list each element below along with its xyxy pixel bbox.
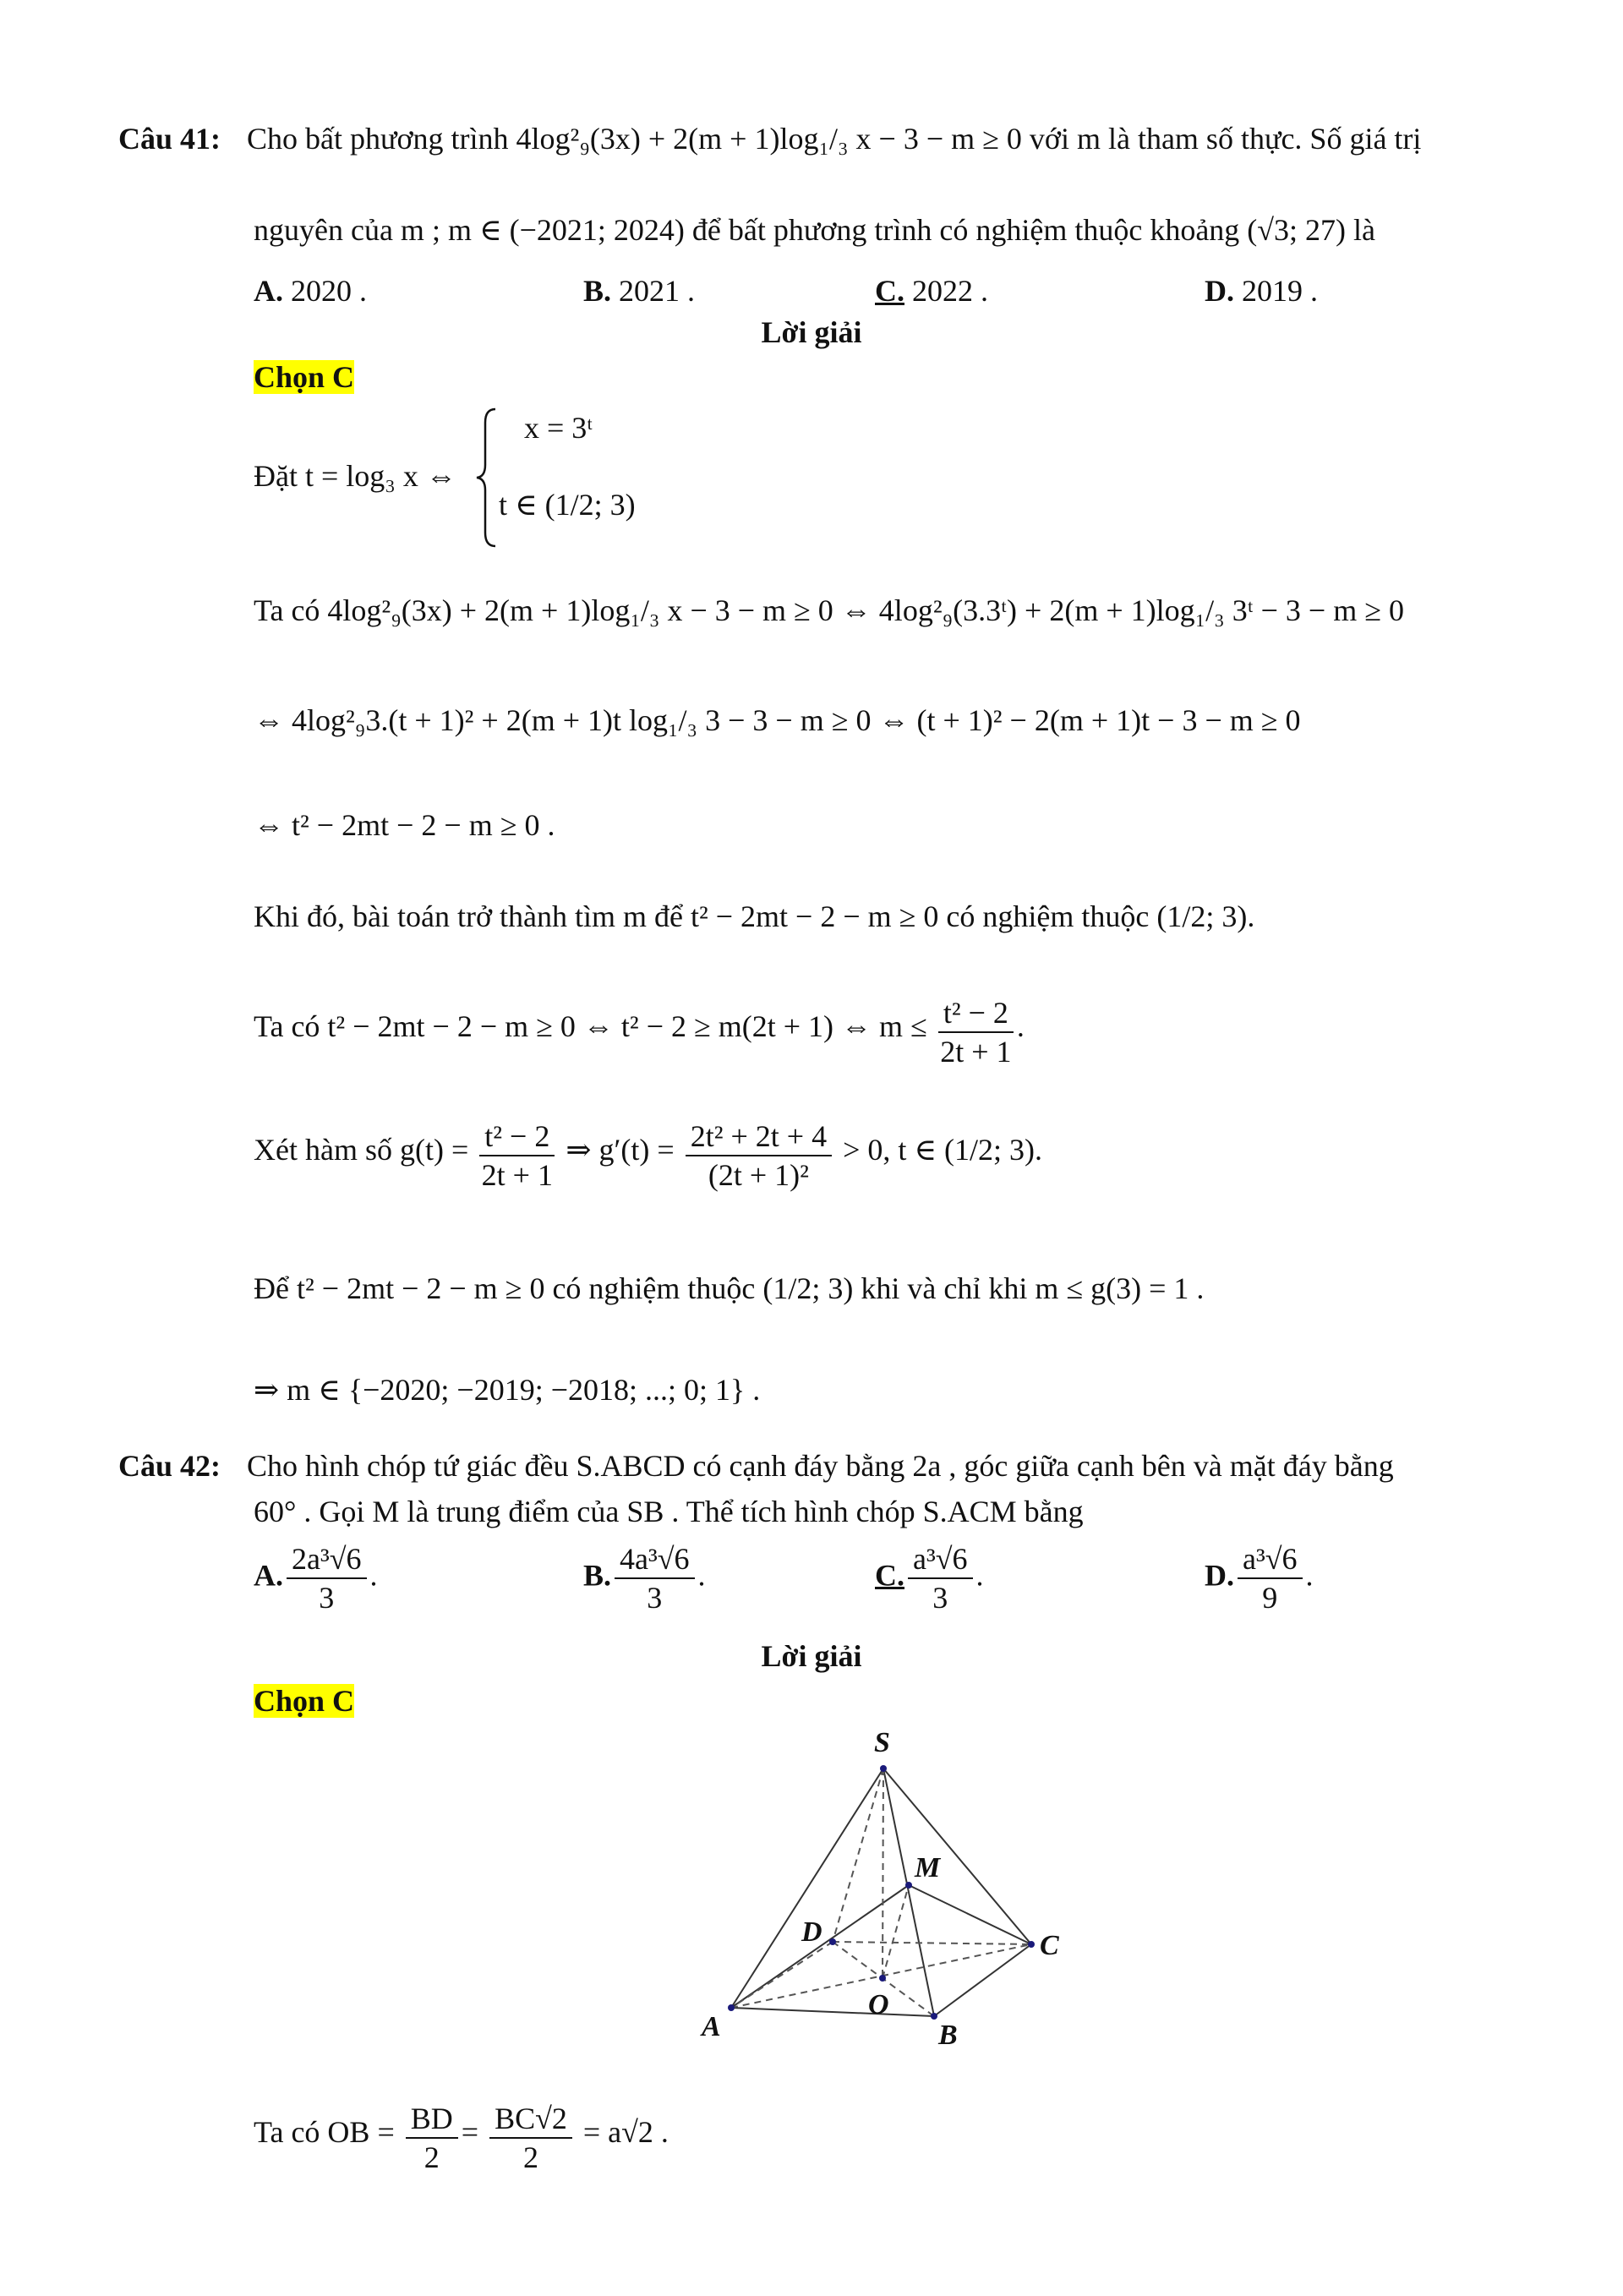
- label-D: D: [801, 1916, 822, 1948]
- q41-sol-line-8: Để t² − 2mt − 2 − m ≥ 0 có nghiệm thuộc (1/2; 3) khi và chỉ khi m ≤ g(3) = 1 .: [254, 1271, 1205, 1305]
- q41-sol-line-3: ⇔ 4log²₉3.(t + 1)² + 2(m + 1)t log₁/₃ 3 − 3 − m ≥ 0 ⇔ (t + 1)² − 2(m + 1)t − 3 − m ≥ 0: [254, 703, 1301, 737]
- edge-AB: [731, 2008, 934, 2016]
- q42-option-c: C. $\frac{\text{a³√6}}{3}$ .: [875, 1542, 984, 1615]
- label-O: O: [868, 1989, 889, 2020]
- q41-sol-line-7: Xét hàm số g(t) = $\frac{\text{t² − 2}}{2t + 1}$ ⇒ g′(t) = $\frac{\text{2t² + 2t + 4}}{\text{(2t + 1)²}}$ > 0, t ∈ (1/2; 3).: [254, 1119, 1043, 1192]
- fraction: $\frac{BD}{2}$: [406, 2100, 458, 2176]
- q41-sol-line-4: ⇔ t² − 2mt − 2 − m ≥ 0 .: [254, 808, 555, 842]
- label-S: S: [874, 1727, 890, 1758]
- q41-option-a: A. 2020 .: [254, 274, 367, 308]
- q42-sol-line-1: Ta có OB = $\frac{BD}{2}$ = $\frac{BC√2}{2}$ = a√2 .: [254, 2102, 669, 2174]
- fraction: $\frac{\text{a³√6}}{9}$: [1238, 1540, 1303, 1616]
- q41-stem-1: Cho bất phương trình 4log²₉(3x) + 2(m + 1)log₁/₃ x − 3 − m ≥ 0 với m là tham số thực. Số giá trị: [247, 122, 1422, 156]
- brace-icon: [473, 406, 499, 549]
- q41-label: Câu 41:: [118, 122, 221, 156]
- q42-option-d: D. $\frac{\text{a³√6}}{9}$ .: [1205, 1542, 1314, 1615]
- fraction: $\frac{\text{2t² + 2t + 4}}{\text{(2t + 1)²}}$: [686, 1118, 832, 1194]
- edge-SD: [833, 1768, 883, 1942]
- q41-option-b: B. 2021 .: [583, 274, 696, 308]
- q41-stem-line-1: [118, 120, 1421, 157]
- label-A: A: [702, 2011, 721, 2042]
- q41-choice: Chọn C: [254, 360, 355, 394]
- q41-solution-title: Lời giải: [761, 315, 862, 349]
- q41-option-d: D. 2019 .: [1205, 274, 1318, 308]
- edge-DC: [833, 1942, 1031, 1944]
- fraction: $\frac{\text{4a³√6}}{3}$: [615, 1540, 695, 1616]
- q42-stem-1: Cho hình chóp tứ giác đều S.ABCD có cạnh đáy bằng 2a , góc giữa cạnh bên và mặt đáy bằng: [247, 1449, 1394, 1483]
- q42-option-a: A. $\frac{\text{2a³√6}}{3}$ .: [254, 1542, 378, 1615]
- q42-stem-line-1: [118, 1447, 1394, 1484]
- label-C: C: [1040, 1930, 1059, 1961]
- edge-BC: [934, 1944, 1031, 2016]
- fraction: $\frac{\text{a³√6}}{3}$: [908, 1540, 973, 1616]
- q41-sol-line-1: Đặt t = log₃ x ⇔: [254, 459, 456, 493]
- q42-solution-title: Lời giải: [761, 1639, 862, 1673]
- q42-option-b: B. $\frac{\text{4a³√6}}{3}$ .: [583, 1542, 706, 1615]
- q41-stem-2: nguyên của m ; m ∈ (−2021; 2024) để bất phương trình có nghiệm thuộc khoảng (√3; 27) là: [254, 213, 1376, 247]
- edge-OM: [883, 1885, 909, 1978]
- q41-sol-line-6: Ta có t² − 2mt − 2 − m ≥ 0 ⇔ t² − 2 ≥ m(2t + 1) ⇔ m ≤ $\frac{\text{t² − 2}}{2t + 1}$ .: [254, 996, 1025, 1069]
- q41-option-c: C. 2022 .: [875, 274, 988, 308]
- q41-sol-line-5: Khi đó, bài toán trở thành tìm m để t² − 2mt − 2 − m ≥ 0 có nghiệm thuộc (1/2; 3).: [254, 899, 1255, 933]
- q42-choice: Chọn C: [254, 1684, 355, 1718]
- fraction: $\frac{\text{t² − 2}}{2t + 1}$: [938, 994, 1014, 1070]
- fraction: $\frac{\text{t² − 2}}{2t + 1}$: [479, 1118, 555, 1194]
- label-M: M: [915, 1852, 941, 1883]
- q41-sol-line-9: ⇒ m ∈ {−2020; −2019; −2018; ...; 0; 1} .: [254, 1373, 761, 1407]
- q41-sol-case-2: t ∈ (1/2; 3): [499, 488, 636, 522]
- label-B: B: [938, 2020, 958, 2051]
- q42-stem-2: 60° . Gọi M là trung điểm của SB . Thể tích hình chóp S.ACM bằng: [254, 1495, 1084, 1528]
- q41-sol-case-1: x = 3ᵗ: [524, 411, 593, 445]
- edge-SC: [883, 1768, 1031, 1944]
- q42-label: Câu 42:: [118, 1449, 221, 1483]
- fraction: $\frac{BC√2}{2}$: [489, 2100, 572, 2176]
- edge-MC: [909, 1885, 1031, 1944]
- fraction: $\frac{\text{2a³√6}}{3}$: [287, 1540, 367, 1616]
- edge-SB: [883, 1768, 934, 2016]
- edge-SA: [731, 1768, 883, 2008]
- pyramid-figure: [693, 1725, 1099, 2063]
- q41-sol-line-2: Ta có 4log²₉(3x) + 2(m + 1)log₁/₃ x − 3 − m ≥ 0 ⇔ 4log²₉(3.3ᵗ) + 2(m + 1)log₁/₃ 3ᵗ − 3 − m ≥ 0: [254, 593, 1404, 627]
